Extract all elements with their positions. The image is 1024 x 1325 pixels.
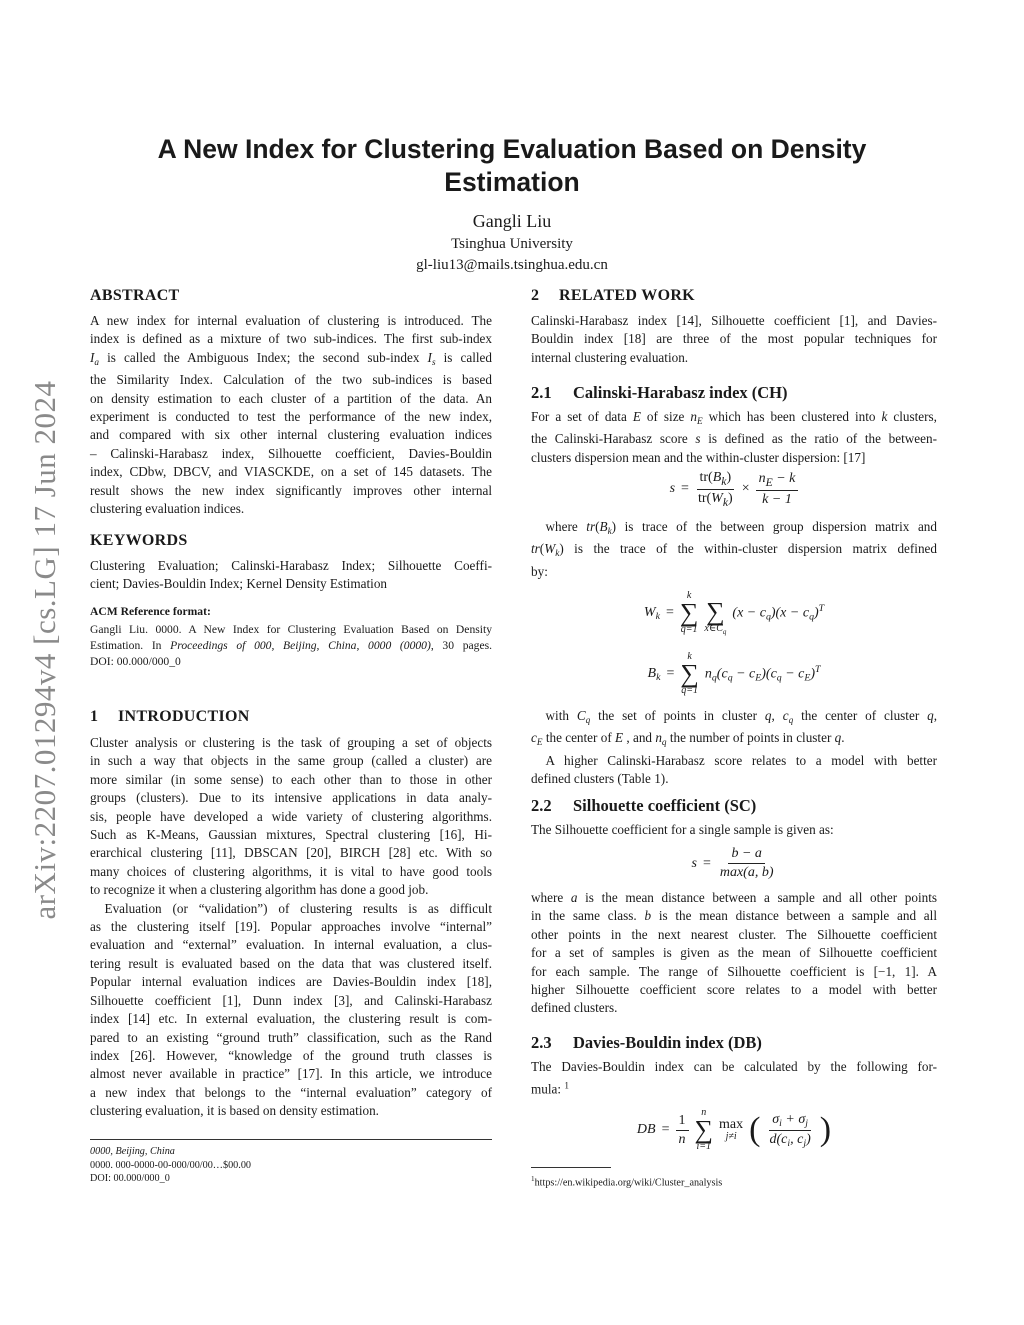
doi: DOI: 00.000/000_0	[90, 1173, 170, 1184]
section-title: Silhouette coefficient (SC)	[573, 796, 757, 815]
math-text: + σ	[781, 1111, 806, 1127]
text-line: for a set of samples is given as the mean of Silhouette coefficient	[531, 945, 937, 961]
text-line: Evaluation (or “validation”) of clustering results is as difficult	[104, 900, 492, 916]
ch-where	[531, 518, 937, 581]
text-line: Bouldin index [18] are three of the most popular techniques for	[531, 331, 937, 347]
abstract-heading: ABSTRACT	[90, 287, 180, 304]
text-line: more similar (in some sense) to each other than to those in other	[90, 771, 492, 787]
math-text: q	[776, 672, 782, 684]
text-line: erarchical clustering [11], DBSCAN [20], BIRCH [28] etc. With so	[90, 845, 492, 861]
text-line: and compared with six other internal clustering evaluation indices	[90, 427, 492, 443]
section-number: 2	[531, 287, 540, 304]
math-text: − k	[772, 470, 796, 486]
text-line: – Calinski-Harabasz index, Silhouette coefficient, Davies-Bouldin	[90, 445, 492, 461]
text-line: defined clusters.	[531, 1000, 618, 1016]
math-text: n	[678, 1131, 686, 1147]
text-line: clusters dispersion mean and the within-cluster dispersion: [17]	[531, 449, 866, 465]
section-title: RELATED WORK	[559, 287, 695, 304]
footnote-mark: 1	[564, 1080, 569, 1091]
math-text: q	[765, 611, 771, 623]
math-text: k	[721, 474, 727, 488]
section-number: 1	[90, 708, 99, 725]
venue: 0000, Beijing, China	[90, 1146, 175, 1157]
ch-intro	[531, 408, 937, 467]
summation: k ∑ q=1	[679, 590, 699, 635]
text-line: other points in the next nearest cluster. The Silhouette coefficient	[531, 926, 937, 942]
text-line: Gangli Liu. 0000. A New Index for Clustering Evaluation Based on Density	[90, 623, 492, 636]
math-text: )	[813, 605, 819, 621]
inline-math: tr	[531, 541, 540, 557]
paper-title	[0, 133, 1024, 199]
math-text: q	[809, 611, 814, 623]
fraction	[695, 470, 736, 509]
text-line: index [14] etc. In external evaluation, the clustering result is com-	[90, 1011, 492, 1027]
text-line: index, CDbw, DBCV, and VIASCKDE, on a set of 145 datasets. The	[90, 464, 492, 480]
math-symbol: =	[702, 855, 711, 871]
inline-math: $n_E$	[690, 409, 703, 426]
text-line: Calinski-Harabasz index [14], Silhouette coefficient [1], and Davies-	[531, 313, 937, 328]
section-title: INTRODUCTION	[118, 708, 250, 725]
math-text: )	[806, 1131, 811, 1147]
math-text: , c	[790, 1131, 804, 1147]
text-line: almost never available in practice” [17]. In this article, we introduce	[90, 1066, 492, 1082]
math-text: k	[722, 495, 729, 509]
summation: n ∑ i=1	[694, 1107, 714, 1152]
footnote-rule	[531, 1167, 611, 1168]
math-text: E	[765, 475, 773, 489]
db-formula	[531, 1108, 937, 1152]
text-line: the Calinski-Harabasz score s is defined as the ratio of the between-	[531, 431, 937, 447]
text-line: clustering evaluation, it is based on density estimation.	[90, 1103, 379, 1119]
inline-math: q	[764, 708, 772, 723]
footnote-link[interactable]: https://en.wikipedia.org/wiki/Cluster_analysis	[534, 1177, 723, 1189]
text-line: a new index that belongs to the “internal evaluation” category of	[90, 1084, 492, 1100]
section-number: 2.2	[531, 796, 552, 815]
math-text: max	[719, 1117, 744, 1132]
math-text: E	[804, 672, 811, 684]
title-line: Estimation	[444, 167, 580, 197]
math-text: T	[815, 664, 821, 676]
text-line: Cluster analysis or clustering is the task of grouping a set of objects	[90, 735, 492, 750]
math-text: E	[755, 672, 762, 684]
math-text: q	[727, 672, 733, 684]
arxiv-stamp: arXiv:2207.01294v4 [cs.LG] 17 Jun 2024	[27, 380, 62, 920]
text-line: where $tr(B_k)$ is trace of the between group dispersion matrix and	[545, 519, 937, 536]
text-line: where a is the mean distance between a sample and all other points	[531, 890, 938, 905]
acm-ref-heading: ACM Reference format:	[90, 605, 211, 618]
math-text: )	[726, 470, 732, 485]
text-line: A new index for internal evaluation of clustering is introduced. The	[90, 313, 492, 328]
math-symbol: s	[669, 481, 676, 497]
math-text: )(c	[761, 666, 777, 682]
text-line: Such as K-Means, Gaussian mixtures, Spectral clustering [16], Hi-	[90, 827, 492, 843]
math-text: i	[787, 1137, 791, 1149]
text-line: internal clustering evaluation.	[531, 349, 689, 365]
fraction	[676, 1113, 689, 1148]
inline-math: $I_a$	[90, 349, 100, 367]
footnote-rule	[90, 1139, 492, 1140]
math-text: W	[711, 490, 723, 506]
section-number: 2.3	[531, 1033, 552, 1052]
math-text: )	[728, 490, 733, 506]
section-title: Calinski-Harabasz index (CH)	[573, 383, 788, 402]
sc-formula	[531, 846, 937, 881]
math-text: B	[647, 665, 657, 681]
math-text: j	[805, 1117, 808, 1129]
sc-heading	[531, 796, 937, 816]
bk-formula	[531, 652, 937, 696]
math-text: (x − c	[732, 605, 766, 621]
math-symbol: =	[665, 605, 674, 620]
text-line: For a set of data E of size $n_E$ which has been clustered into k clusters,	[531, 409, 937, 426]
wk-formula	[531, 590, 937, 636]
math-text: − c	[781, 666, 805, 682]
math-text: d(c	[769, 1131, 788, 1147]
math-text: k − 1	[762, 491, 792, 507]
section-title: Davies-Bouldin index (DB)	[573, 1033, 762, 1052]
math-text: b − a	[728, 846, 764, 864]
sc-intro	[531, 821, 937, 839]
text-line: with $C_q$ the set of points in cluster q, $c_q$ the center of cluster q,	[545, 708, 937, 725]
math-text: j≠i	[725, 1131, 737, 1142]
text-line: Estimation. In Proceedings of 000, Beijing, China, 0000 (0000), 30 pages.	[90, 639, 493, 652]
text-line: on density estimation to each cluster of a partition of the data. An	[90, 390, 492, 406]
text-line: higher Silhouette coefficient score relates to a model with better	[531, 982, 937, 998]
inline-math: a	[570, 890, 578, 905]
math-symbol: (	[749, 1111, 761, 1148]
fraction	[756, 471, 799, 508]
math-text: tr(	[697, 490, 712, 506]
text-line: mula: $^1$	[531, 1080, 569, 1097]
math-text: n	[704, 666, 712, 682]
math-text: max(a, b)	[719, 865, 774, 880]
summation: k ∑ q=1	[680, 651, 699, 696]
math-symbol: =	[681, 481, 689, 497]
math-text: )	[810, 666, 816, 682]
text-line: $tr(W_k)$ is the trace of the within-cluster dispersion matrix defined	[531, 541, 937, 559]
inline-math: $B_k$	[599, 519, 612, 536]
inline-math: $W_k$	[544, 541, 560, 559]
keywords-body	[90, 557, 492, 594]
related-heading	[531, 287, 937, 305]
author-affiliation	[0, 234, 1024, 276]
right-footnote	[531, 1173, 937, 1190]
db-intro	[531, 1058, 937, 1099]
math-symbol: =	[666, 666, 675, 681]
affiliation: Tsinghua University	[451, 236, 573, 252]
intro-heading	[90, 708, 492, 726]
inline-math: $C_q$	[576, 708, 591, 725]
text-line: DOI: 00.000/000_0	[90, 655, 181, 668]
text-line: evaluation and “external” evaluation. In internal evaluation, a clus-	[90, 937, 492, 953]
math-text: k	[656, 671, 661, 683]
math-text: k	[655, 610, 660, 622]
math-text: k	[687, 651, 692, 662]
math-text: q=1	[680, 624, 698, 635]
math-symbol: DB	[636, 1122, 656, 1137]
db-heading	[531, 1033, 937, 1053]
math-text: n	[701, 1107, 707, 1118]
math-symbol: s	[691, 855, 697, 871]
acm-ref-body	[90, 622, 492, 670]
left-footnote	[90, 1145, 492, 1186]
math-text: x∈C	[704, 623, 723, 634]
text-line: tering result is evaluated based on the data that was clustered itself.	[90, 955, 492, 971]
inline-math: tr	[586, 519, 596, 534]
text-line: $c_E$ the center of E , and $n_q$ the number of points in cluster q.	[531, 730, 845, 748]
text-line: as the clustering itself [19]. Popular approaches involve “internal”	[90, 919, 492, 935]
text-line: to recognize it when a clustering algorithm has done a good job.	[90, 882, 429, 898]
italic-text: Proceedings of 000, Beijing, China, 0000 (0000)	[170, 639, 431, 652]
ch-heading	[531, 383, 937, 403]
text-line: by:	[531, 563, 548, 579]
ch-after	[531, 707, 937, 789]
inline-math: E	[632, 409, 641, 424]
text-line: index is defined as a mixture of two sub-indices. The first sub-index	[90, 331, 492, 347]
math-text: k	[686, 590, 692, 601]
summation: ∑ $x\in C_q$	[704, 597, 727, 636]
math-text: 1	[676, 1113, 689, 1131]
text-line: in such a way that objects in the same group (called a cluster) are	[90, 753, 492, 769]
inline-math: $n_q$	[655, 730, 667, 748]
math-text: i=1	[696, 1141, 712, 1152]
inline-math: q	[927, 708, 934, 723]
text-line: clustering evaluation indices.	[90, 501, 245, 517]
price: 0000. 000-0000-00-000/00/00…$00.00	[90, 1159, 252, 1171]
math-text: B	[712, 470, 722, 485]
max-operator	[719, 1118, 743, 1142]
math-text: W	[643, 604, 656, 620]
fraction	[766, 1112, 813, 1149]
text-line: the Similarity Index. Calculation of the two sub-indices is based	[90, 372, 492, 388]
math-text: )(x − c	[770, 605, 810, 621]
math-text: σ	[772, 1111, 780, 1127]
math-symbol: ×	[741, 481, 750, 497]
math-text: q	[722, 628, 727, 636]
math-symbol: )	[819, 1111, 832, 1148]
math-text: q	[711, 672, 717, 684]
text-line: sis, people have developed a wide variety of clustering algorithms.	[90, 808, 492, 824]
related-body	[531, 312, 937, 367]
abstract-body	[90, 312, 492, 518]
inline-math: E	[615, 730, 624, 746]
text-line: for each sample. The range of Silhouette coefficient is [−1, 1]. A	[531, 963, 937, 979]
math-text: − c	[732, 666, 756, 682]
text-line: Popular internal evaluation indices are Davies-Bouldin index [18],	[90, 974, 492, 990]
fraction	[717, 846, 777, 881]
text-line: defined clusters (Table 1).	[531, 771, 669, 787]
math-symbol: =	[661, 1122, 670, 1137]
title-line: A New Index for Clustering Evaluation Based on Density	[157, 134, 867, 164]
math-text: (c	[716, 666, 728, 682]
text-line: Clustering Evaluation; Calinski-Harabasz Index; Silhouette Coeffi-	[90, 558, 492, 573]
ch-formula	[531, 470, 937, 509]
author-name: Gangli Liu	[472, 211, 552, 231]
text-line: many choices of clustering algorithms, it is vital to have good tools	[90, 863, 492, 879]
inline-math: k	[881, 409, 888, 424]
section-number: 2.1	[531, 383, 552, 402]
text-line: The Silhouette coefficient for a single sample is given as:	[531, 822, 834, 837]
text-line: in the same class. b is the mean distance between a sample and all	[531, 908, 937, 924]
text-line: experiment is conducted to test the performance of the new index,	[90, 409, 492, 425]
math-text: tr(	[699, 470, 713, 485]
inline-math: $c_E$	[531, 730, 543, 748]
footnote-mark: 1	[531, 1175, 535, 1183]
text-line: Silhouette coefficient [1], Dunn index [3], and Calinski-Harabasz	[90, 992, 492, 1008]
math-text: n	[758, 470, 766, 486]
math-text: j	[803, 1137, 807, 1149]
inline-math: q	[834, 730, 842, 746]
text-line: result shows the new index significantly improves other internal	[90, 482, 492, 498]
text-line: index [26]. However, “knowledge of the ground truth classes is	[90, 1047, 492, 1063]
math-text: q=1	[681, 685, 698, 696]
sc-after	[531, 889, 937, 1018]
math-text: i	[779, 1117, 782, 1129]
text-line: The Davies-Bouldin index can be calculated by the following for-	[531, 1059, 937, 1074]
text-line: cient; Davies-Bouldin Index; Kernel Density Estimation	[90, 576, 388, 592]
intro-body	[90, 734, 492, 1121]
text-line: groups (clusters). Due to its intensive applications in data analy-	[90, 790, 492, 806]
inline-math: b	[644, 908, 652, 924]
text-line: A higher Calinski-Harabasz score relates to a model with better	[545, 752, 937, 768]
email: gl-liu13@mails.tsinghua.edu.cn	[416, 257, 608, 273]
text-line: pared to an existing “ground truth” classification, such as the Rand	[90, 1029, 492, 1045]
text-line: $I_a$ is called the Ambiguous Index; the second sub-index $I_s$ is called	[90, 349, 492, 367]
keywords-heading: KEYWORDS	[90, 532, 188, 549]
inline-math: $c_q$	[782, 708, 794, 725]
inline-math: $I_s$	[427, 349, 436, 367]
math-text: T	[818, 603, 825, 615]
inline-math: s	[695, 431, 701, 447]
